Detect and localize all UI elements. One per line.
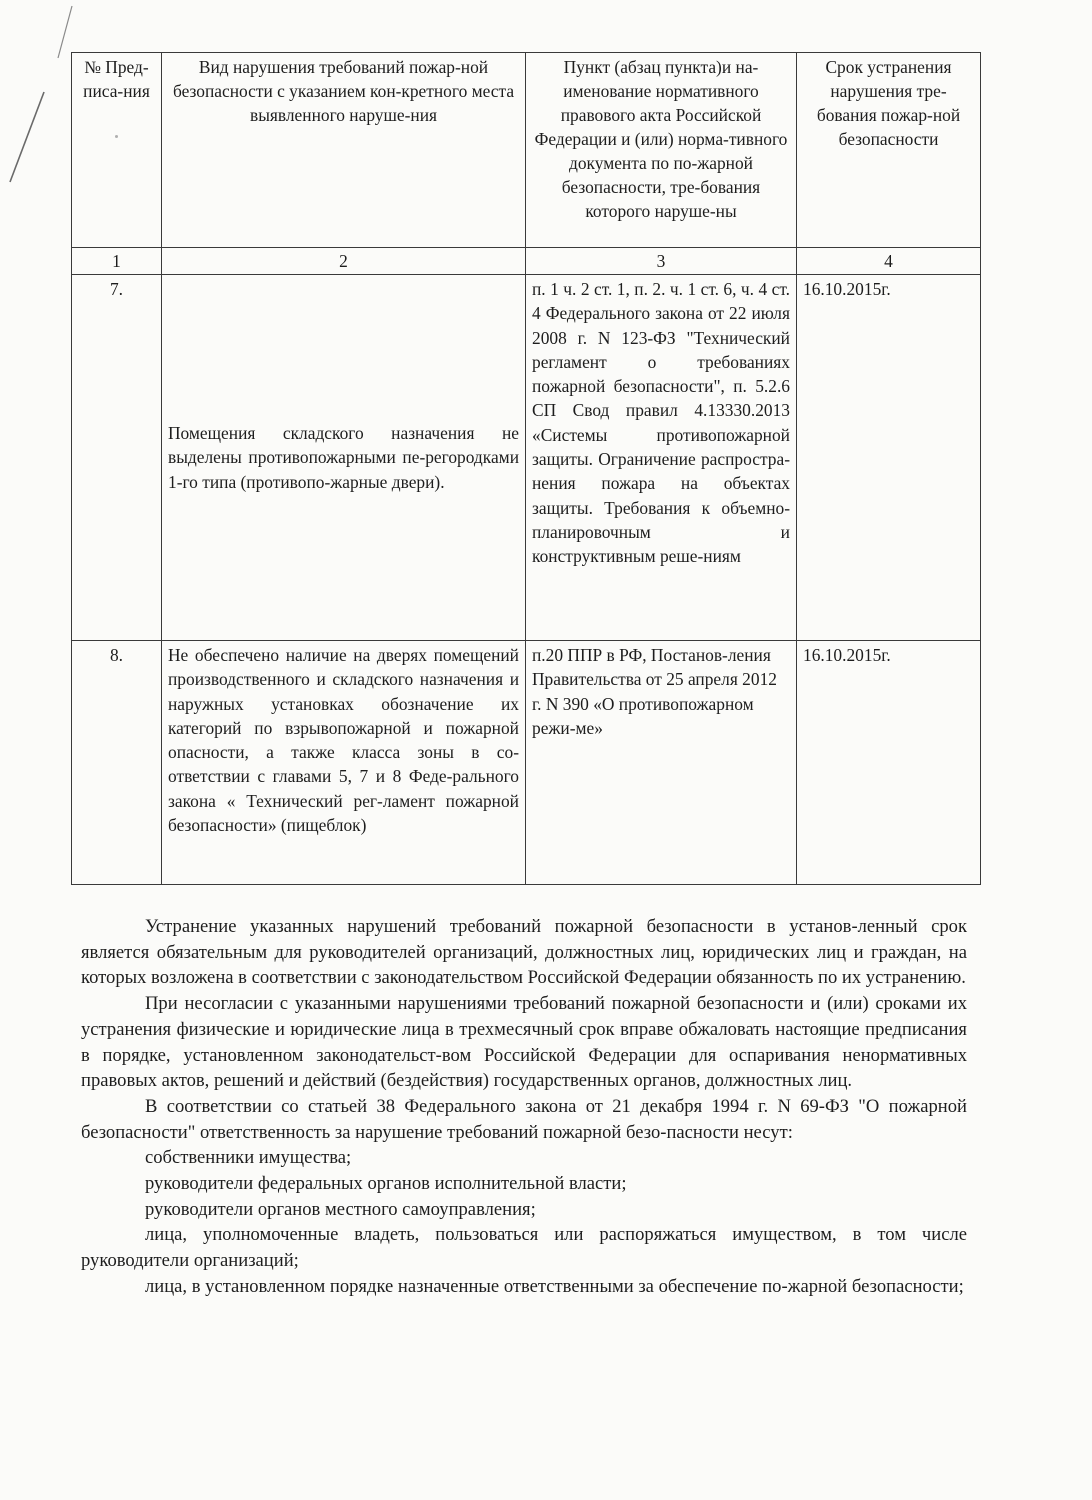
deadline-date: 16.10.2015г.: [797, 641, 981, 885]
header-prescription-number-text: № Пред-писа-ния: [83, 57, 150, 101]
list-item: руководители органов местного самоуправления;: [145, 1198, 536, 1220]
deadline-date: 16.10.2015г.: [797, 275, 981, 641]
list-item: руководители федеральных органов исполнительной власти;: [145, 1173, 627, 1195]
list-item: собственники имущества;: [145, 1147, 352, 1169]
column-number: 2: [162, 248, 526, 275]
row-number: 7.: [72, 275, 162, 641]
table-row: [72, 275, 981, 641]
violation-description: Помещения складского назначения не выделены противопожарными пе-регородками 1-го типа (противопо-жарные двери).: [162, 275, 526, 641]
column-number-row: [72, 248, 981, 275]
normative-reference: п. 1 ч. 2 ст. 1, п. 2. ч. 1 ст. 6, ч. 4 ст. 4 Федерального закона от 22 июля 2008 г. N 123-ФЗ "Технический регламент о требованиях пожарной безопасности", п. 5.2.6 СП Свод правил 4.13330.2013 «Системы противопожарной защиты. Ограничение распростра-нения пожара на объектах защиты. Требования к объемно-планировочным и конструктивным реше-ниям: [526, 275, 797, 641]
header-deadline: Срок устранения нарушения тре-бования пожар-ной безопасности: [797, 53, 981, 248]
table-row: [72, 641, 981, 885]
table-header-row: [72, 53, 981, 248]
paragraph-appeal: При несогласии с указанными нарушениями требований пожарной безопасности и (или) сроками их устранения физические и юридические лица в трехмесячный срок вправе обжаловать настоящие предписания в порядке, установленном законодательст-вом Российской Федерации для оспаривания ненормативных правовых актов, решений и действий (бездействия) государственных органов, должностных лиц.: [81, 993, 967, 1092]
column-number: 3: [526, 248, 797, 275]
violations-table: [71, 52, 981, 885]
paragraph-authorized-persons: лица, уполномоченные владеть, пользоваться или распоряжаться имуществом, в том числе руководители организаций;: [81, 1224, 967, 1272]
paragraph-obligation: Устранение указанных нарушений требований пожарной безопасности в установ-ленный срок является обязательным для руководителей организаций, должностных лиц, юридических лиц и граждан, на которых возложена в соответствии с законодательством Российской Федерации обязанность по их устранению.: [81, 916, 967, 989]
paragraph-responsibility: В соответствии со статьей 38 Федерального закона от 21 декабря 1994 г. N 69-ФЗ "О пожарной безопасности" ответственность за нарушение требований пожарной безо-пасности несут:: [81, 1095, 967, 1143]
header-prescription-number: [72, 53, 162, 248]
scan-dot: [115, 135, 118, 138]
row-number: 8.: [72, 641, 162, 885]
violation-description: Не обеспечено наличие на дверях помещений производственного и складского назначения и наружных установках обозначение их категорий по взрывопожарной и пожарной опасности, а также класса зоны в со-ответствии с главами 5, 7 и 8 Феде-рального закона « Технический рег-ламент пожарной безопасности» (пищеблок): [162, 641, 526, 885]
normative-reference: п.20 ППР в РФ, Постанов-ления Правительства от 25 апреля 2012 г. N 390 «О противопожарном режи-ме»: [526, 641, 797, 885]
column-number: 4: [797, 248, 981, 275]
column-number: 1: [72, 248, 162, 275]
header-violation-type: Вид нарушения требований пожар-ной безопасности с указанием кон-кретного места выявленного наруше-ния: [162, 53, 526, 248]
paragraph-appointed-persons: лица, в установленном порядке назначенные ответственными за обеспечение по-жарной безопасности;: [145, 1275, 964, 1297]
header-normative-act: Пункт (абзац пункта)и на-именование нормативного правового акта Российской Федерации и (или) норма-тивного документа по по-жарной безопасности, тре-бования которого наруше-ны: [526, 53, 797, 248]
document-body: [81, 914, 967, 1300]
